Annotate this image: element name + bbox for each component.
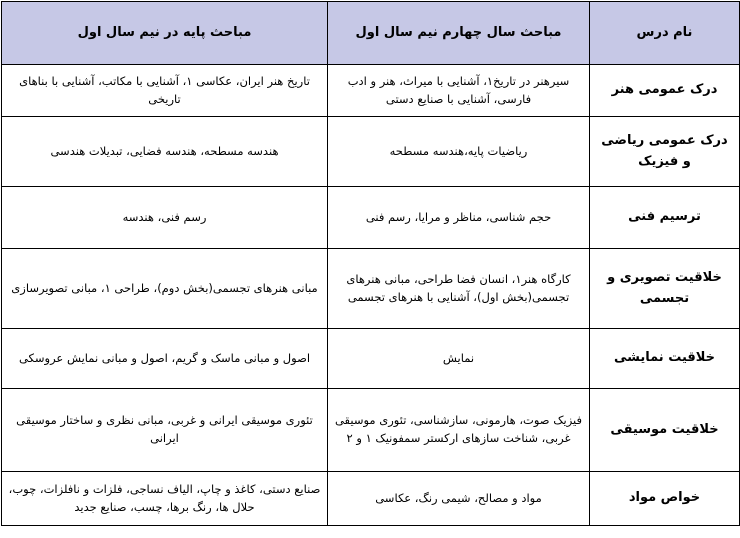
fourth-year-topics: نمایش xyxy=(328,329,590,389)
fourth-year-topics: ریاضیات پایه،هندسه مسطحه xyxy=(328,117,590,187)
table-row xyxy=(2,472,740,526)
fourth-year-topics: کارگاه هنر۱، انسان فضا طراحی، مبانی هنرهای تجسمی(بخش اول)، آشنایی با هنرهای تجسمی xyxy=(328,249,590,329)
fourth-year-topics: سیرهنر در تاریخ۱، آشنایی با میراث، هنر و ادب فارسی، آشنایی با صنایع دستی xyxy=(328,65,590,117)
header-row xyxy=(2,2,740,65)
table-row xyxy=(2,329,740,389)
fourth-year-topics: مواد و مصالح، شیمی رنگ، عکاسی xyxy=(328,472,590,526)
base-topics: تئوری موسیقی ایرانی و غربی، مبانی نظری و ساختار موسیقی ایرانی xyxy=(2,389,328,472)
curriculum-table xyxy=(1,1,740,526)
table-row xyxy=(2,65,740,117)
base-topics: صنایع دستی، کاغذ و چاپ، الیاف نساجی، فلزات و نافلزات، چوب، حلال ها، رنگ برها، چسب، صنایع جدید xyxy=(2,472,328,526)
header-fourth-year-topics: مباحث سال چهارم نیم سال اول xyxy=(328,2,590,65)
table-row xyxy=(2,389,740,472)
header-course-name: نام درس xyxy=(590,2,740,65)
base-topics: رسم فنی، هندسه xyxy=(2,187,328,249)
header-base-topics: مباحث پایه در نیم سال اول xyxy=(2,2,328,65)
table-row xyxy=(2,249,740,329)
course-name: درک عمومی ریاضی و فیزیک xyxy=(590,117,740,187)
course-name: خلاقیت تصویری و تجسمی xyxy=(590,249,740,329)
course-name: خلاقیت نمایشی xyxy=(590,329,740,389)
table-row xyxy=(2,117,740,187)
base-topics: هندسه مسطحه، هندسه فضایی، تبدیلات هندسی xyxy=(2,117,328,187)
course-name: خواص مواد xyxy=(590,472,740,526)
base-topics: تاریخ هنر ایران، عکاسی ۱، آشنایی با مکاتب، آشنایی با بناهای تاریخی xyxy=(2,65,328,117)
table-row xyxy=(2,187,740,249)
course-name: درک عمومی هنر xyxy=(590,65,740,117)
course-name: خلاقیت موسیقی xyxy=(590,389,740,472)
fourth-year-topics: حجم شناسی، مناظر و مرایا، رسم فنی xyxy=(328,187,590,249)
base-topics: اصول و مبانی ماسک و گریم، اصول و مبانی نمایش عروسکی xyxy=(2,329,328,389)
course-name: ترسیم فنی xyxy=(590,187,740,249)
base-topics: مبانی هنرهای تجسمی(بخش دوم)، طراحی ۱، مبانی تصویرسازی xyxy=(2,249,328,329)
fourth-year-topics: فیزیک صوت، هارمونی، سازشناسی، تئوری موسیقی غربی، شناخت سازهای ارکستر سمفونیک ۱ و ۲ xyxy=(328,389,590,472)
